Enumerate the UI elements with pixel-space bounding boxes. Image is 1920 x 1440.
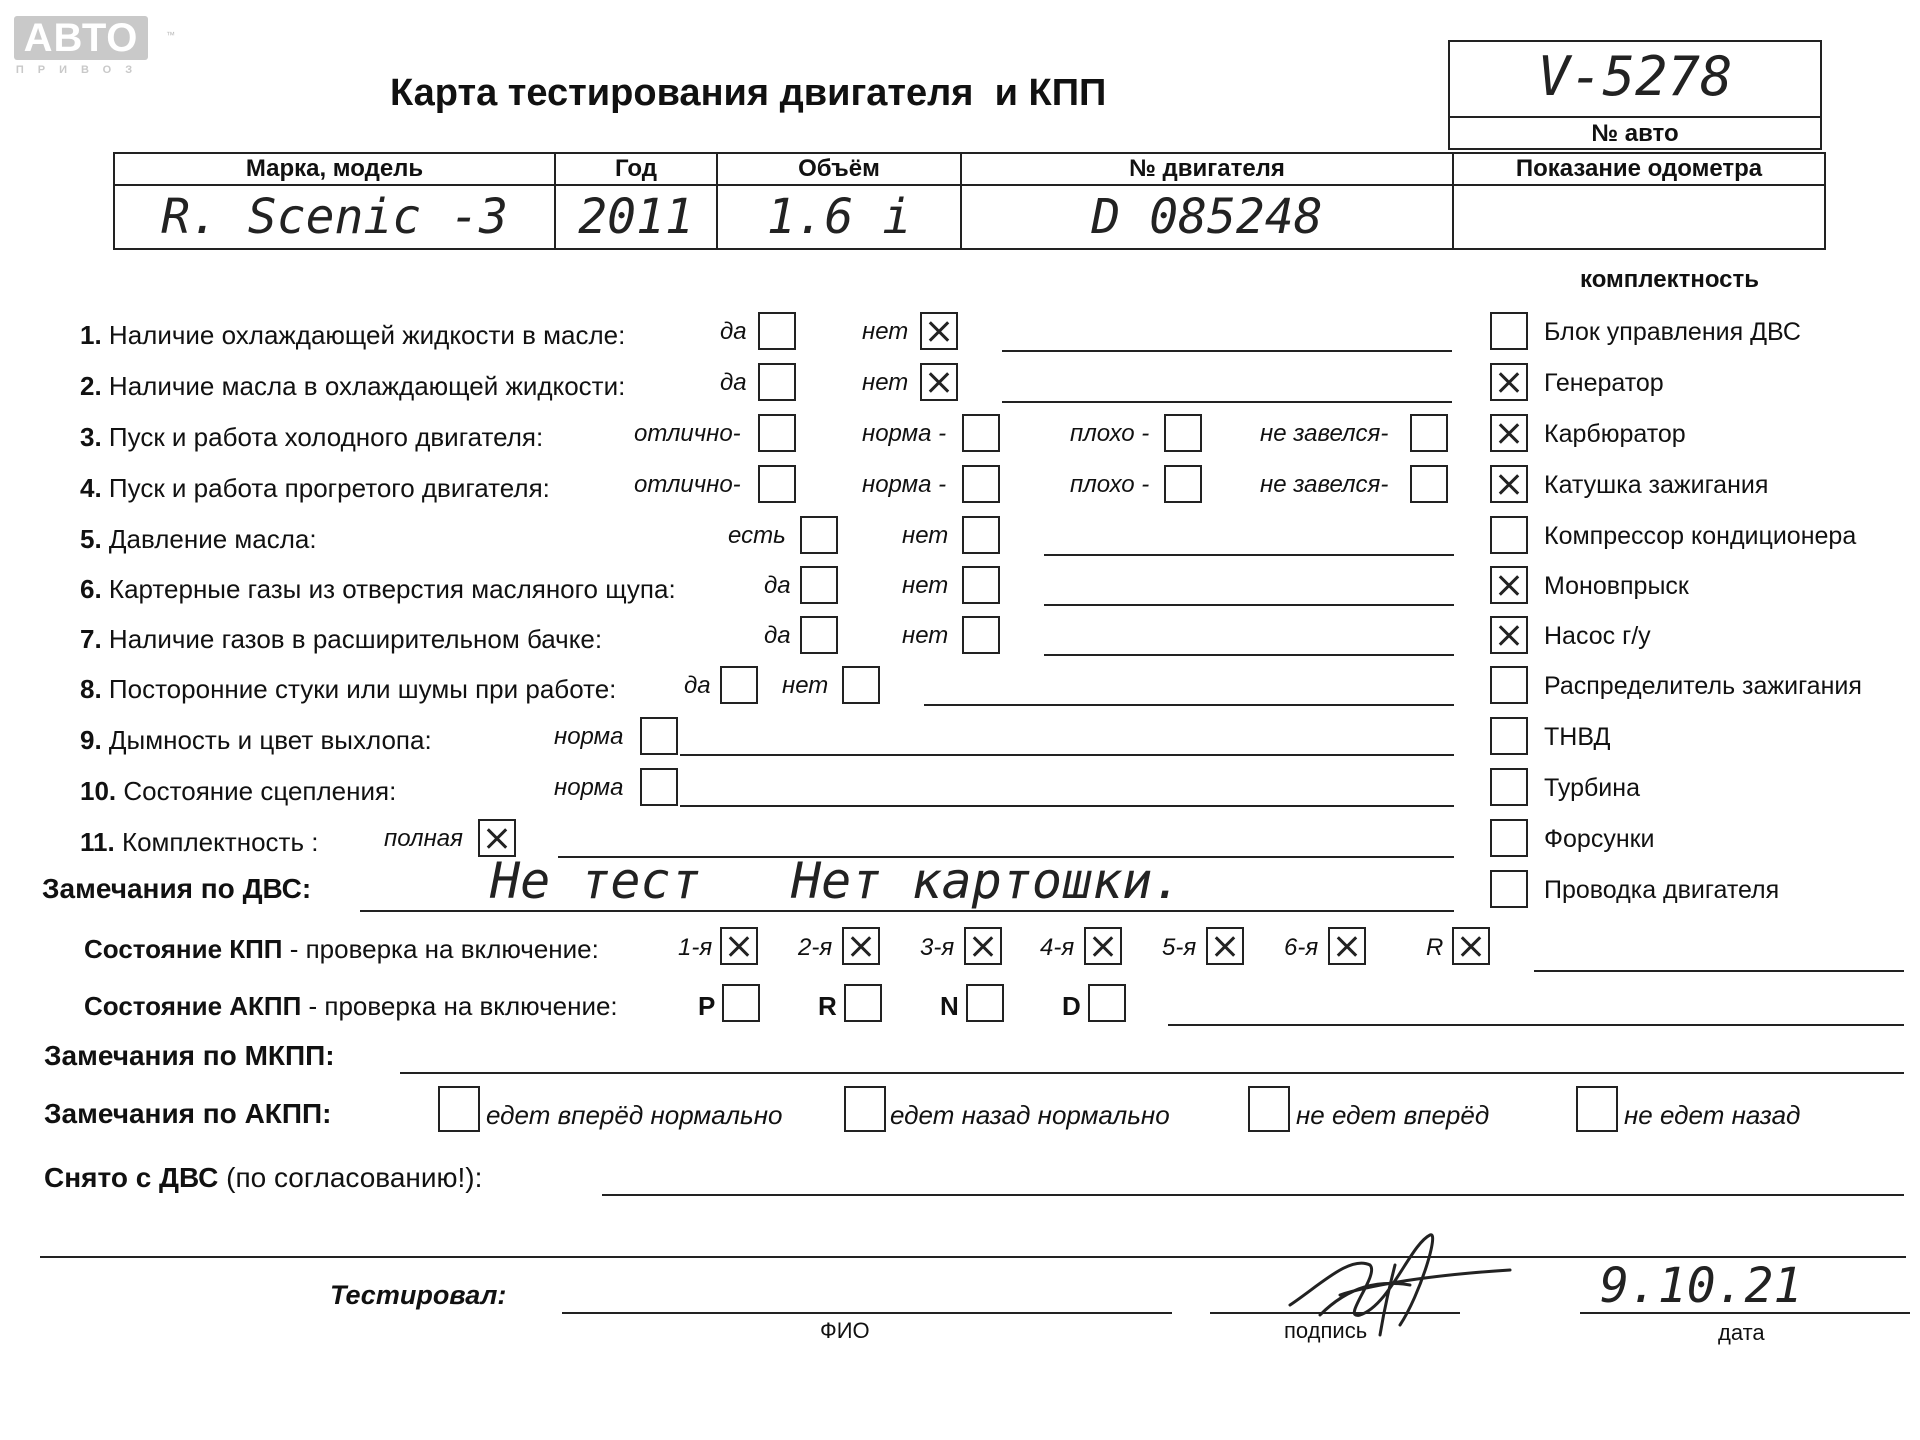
- komplekt-checkbox-3[interactable]: [1490, 414, 1528, 452]
- q9-note-line[interactable]: [680, 754, 1454, 756]
- q4-excellent-label: отлично-: [634, 471, 741, 498]
- auto-number-box: [1448, 40, 1822, 150]
- q8-note-line[interactable]: [924, 704, 1454, 706]
- komplekt-checkbox-12[interactable]: [1490, 870, 1528, 908]
- komplekt-item-2: Генератор: [1544, 369, 1664, 397]
- akpp-forward-ok-checkbox[interactable]: [438, 1086, 480, 1132]
- q4-bad-label: плохо -: [1070, 471, 1150, 498]
- q5-no-label: нет: [902, 522, 949, 549]
- q6-no-label: нет: [902, 572, 949, 599]
- komplekt-checkbox-9[interactable]: [1490, 717, 1528, 755]
- q4-bad-checkbox[interactable]: [1164, 465, 1202, 503]
- logo: [14, 16, 175, 76]
- q5-yes-checkbox[interactable]: [800, 516, 838, 554]
- question-6: 6. Картерные газы из отверстия масляного щупа:: [80, 574, 676, 604]
- mode-d-checkbox[interactable]: [1088, 984, 1126, 1022]
- gear-4-checkbox[interactable]: [1084, 927, 1122, 965]
- remarks-dvs-value[interactable]: Не тест Нет картошки.: [490, 852, 1183, 910]
- odometer-label: Показание одометра: [1453, 153, 1825, 185]
- q9-normal-label: норма: [554, 723, 624, 750]
- q8-yes-label: да: [684, 672, 711, 699]
- komplekt-item-10: Турбина: [1544, 774, 1640, 802]
- question-3: 3. Пуск и работа холодного двигателя:: [80, 422, 544, 452]
- q1-yes-checkbox[interactable]: [758, 312, 796, 350]
- volume-label: Объём: [717, 153, 961, 185]
- gear-1-checkbox[interactable]: [720, 927, 758, 965]
- vehicle-info-table: [113, 152, 1826, 250]
- gear-5-label: 5-я: [1162, 934, 1197, 961]
- komplekt-checkbox-8[interactable]: [1490, 666, 1528, 704]
- tested-label: Тестировал:: [330, 1280, 507, 1310]
- q4-nostart-label: не завелся-: [1260, 471, 1389, 498]
- question-4: 4. Пуск и работа прогретого двигателя:: [80, 473, 550, 503]
- q3-excellent-checkbox[interactable]: [758, 414, 796, 452]
- akpp-no-forward-label: не едет вперёд: [1296, 1100, 1490, 1130]
- removed-label: Снято с ДВС (по согласованию!):: [44, 1162, 483, 1193]
- volume-value[interactable]: 1.6 i: [717, 185, 961, 249]
- question-5: 5. Давление масла:: [80, 524, 317, 554]
- q7-no-label: нет: [902, 622, 949, 649]
- q3-nostart-checkbox[interactable]: [1410, 414, 1448, 452]
- q2-no-label: нет: [862, 369, 909, 396]
- question-1: 1. Наличие охлаждающей жидкости в масле:: [80, 320, 626, 350]
- gear-1-label: 1-я: [678, 934, 713, 961]
- signature-scribble: [1280, 1225, 1520, 1350]
- question-9: 9. Дымность и цвет выхлопа:: [80, 725, 432, 755]
- q1-yes-label: да: [720, 318, 747, 345]
- komplekt-checkbox-10[interactable]: [1490, 768, 1528, 806]
- q8-no-checkbox[interactable]: [842, 666, 880, 704]
- q6-no-checkbox[interactable]: [962, 566, 1000, 604]
- q3-normal-checkbox[interactable]: [962, 414, 1000, 452]
- logo-sub: ПРИВОЗ: [15, 64, 147, 76]
- signature-label: подпись: [1284, 1318, 1368, 1343]
- q3-nostart-label: не завелся-: [1260, 420, 1389, 447]
- date-value[interactable]: 9.10.21: [1600, 1258, 1803, 1314]
- komplekt-item-12: Проводка двигателя: [1544, 876, 1780, 904]
- komplekt-item-11: Форсунки: [1544, 825, 1655, 853]
- mode-n-label: N: [940, 991, 959, 1021]
- gear-3-checkbox[interactable]: [964, 927, 1002, 965]
- logo-tm: ™: [166, 30, 175, 40]
- akpp-no-forward-checkbox[interactable]: [1248, 1086, 1290, 1132]
- gear-r-checkbox[interactable]: [1452, 927, 1490, 965]
- komplekt-checkbox-2[interactable]: [1490, 363, 1528, 401]
- q8-no-label: нет: [782, 672, 829, 699]
- komplekt-item-6: Моновпрыск: [1544, 572, 1689, 600]
- q4-excellent-checkbox[interactable]: [758, 465, 796, 503]
- model-value[interactable]: R. Scenic -3: [114, 185, 555, 249]
- kpp-label: Состояние КПП - проверка на включение:: [84, 934, 599, 964]
- q2-yes-checkbox[interactable]: [758, 363, 796, 401]
- gear-6-checkbox[interactable]: [1328, 927, 1366, 965]
- auto-number-label: № авто: [1591, 120, 1679, 147]
- removed-line[interactable]: [602, 1194, 1904, 1196]
- q1-note-line[interactable]: [1002, 350, 1452, 352]
- mode-r-checkbox[interactable]: [844, 984, 882, 1022]
- akpp-no-back-checkbox[interactable]: [1576, 1086, 1618, 1132]
- gear-2-label: 2-я: [798, 934, 833, 961]
- remarks-dvs-line: [360, 910, 1454, 912]
- fio-line[interactable]: [562, 1312, 1172, 1314]
- akpp-back-ok-checkbox[interactable]: [844, 1086, 886, 1132]
- komplekt-item-8: Распределитель зажигания: [1544, 672, 1862, 700]
- date-label: дата: [1718, 1320, 1765, 1345]
- q7-yes-label: да: [764, 622, 791, 649]
- question-2: 2. Наличие масла в охлаждающей жидкости:: [80, 371, 626, 401]
- q3-bad-checkbox[interactable]: [1164, 414, 1202, 452]
- auto-number-value: V-5278: [1537, 45, 1733, 108]
- q4-nostart-checkbox[interactable]: [1410, 465, 1448, 503]
- komplekt-item-7: Насос г/у: [1544, 622, 1651, 650]
- date-line[interactable]: [1580, 1312, 1910, 1314]
- mode-d-label: D: [1062, 991, 1081, 1021]
- komplekt-checkbox-6[interactable]: [1490, 566, 1528, 604]
- gear-3-label: 3-я: [920, 934, 955, 961]
- question-8: 8. Посторонние стуки или шумы при работе:: [80, 674, 617, 704]
- q5-yes-label: есть: [728, 522, 786, 549]
- q7-note-line[interactable]: [1044, 654, 1454, 656]
- q8-yes-checkbox[interactable]: [720, 666, 758, 704]
- komplekt-checkbox-1[interactable]: [1490, 312, 1528, 350]
- q2-note-line[interactable]: [1002, 401, 1452, 403]
- question-11: 11. Комплектность :: [80, 827, 319, 857]
- fio-label: ФИО: [820, 1318, 870, 1343]
- gear-2-checkbox[interactable]: [842, 927, 880, 965]
- gear-6-label: 6-я: [1284, 934, 1319, 961]
- q11-full-label: полная: [384, 825, 463, 852]
- akpp-back-ok-label: едет назад нормально: [890, 1100, 1170, 1130]
- remarks-mkpp-label: Замечания по МКПП:: [44, 1040, 335, 1071]
- question-10: 10. Состояние сцепления:: [80, 776, 397, 806]
- question-7: 7. Наличие газов в расширительном бачке:: [80, 624, 603, 654]
- komplekt-item-5: Компрессор кондиционера: [1544, 522, 1857, 550]
- mode-r-label: R: [818, 991, 837, 1021]
- q6-yes-label: да: [764, 572, 791, 599]
- komplekt-item-9: ТНВД: [1544, 723, 1611, 751]
- year-value[interactable]: 2011: [555, 185, 717, 249]
- page-title: Карта тестирования двигателя и КПП: [390, 72, 1107, 114]
- komplekt-checkbox-5[interactable]: [1490, 516, 1528, 554]
- komplekt-checkbox-7[interactable]: [1490, 616, 1528, 654]
- akpp-note-line[interactable]: [1168, 1024, 1904, 1026]
- q6-note-line[interactable]: [1044, 604, 1454, 606]
- engine-no-label: № двигателя: [961, 153, 1453, 185]
- remarks-dvs-label: Замечания по ДВС:: [42, 873, 312, 904]
- komplekt-title: комплектность: [1580, 266, 1760, 293]
- mode-n-checkbox[interactable]: [966, 984, 1004, 1022]
- q2-no-checkbox[interactable]: [920, 363, 958, 401]
- q3-excellent-label: отлично-: [634, 420, 741, 447]
- komplekt-item-1: Блок управления ДВС: [1544, 318, 1801, 346]
- odometer-value[interactable]: [1453, 185, 1825, 249]
- q1-no-label: нет: [862, 318, 909, 345]
- logo-brand: АВТО: [14, 16, 148, 60]
- q10-normal-label: норма: [554, 774, 624, 801]
- engine-no-value[interactable]: D 085248: [961, 185, 1453, 249]
- q10-note-line[interactable]: [680, 805, 1454, 807]
- q1-no-checkbox[interactable]: [920, 312, 958, 350]
- akpp-no-back-label: не едет назад: [1624, 1100, 1801, 1130]
- q9-normal-checkbox[interactable]: [640, 717, 678, 755]
- remarks-akpp-label: Замечания по АКПП:: [44, 1098, 332, 1129]
- q7-no-checkbox[interactable]: [962, 616, 1000, 654]
- q6-yes-checkbox[interactable]: [800, 566, 838, 604]
- komplekt-checkbox-4[interactable]: [1490, 465, 1528, 503]
- gear-5-checkbox[interactable]: [1206, 927, 1244, 965]
- akpp-forward-ok-label: едет вперёд нормально: [486, 1100, 783, 1130]
- year-label: Год: [555, 153, 717, 185]
- mode-p-checkbox[interactable]: [722, 984, 760, 1022]
- q4-normal-label: норма -: [862, 471, 947, 498]
- q3-normal-label: норма -: [862, 420, 947, 447]
- kpp-note-line[interactable]: [1534, 970, 1904, 972]
- q5-no-checkbox[interactable]: [962, 516, 1000, 554]
- komplekt-item-4: Катушка зажигания: [1544, 471, 1769, 499]
- q7-yes-checkbox[interactable]: [800, 616, 838, 654]
- q4-normal-checkbox[interactable]: [962, 465, 1000, 503]
- gear-r-label: R: [1426, 934, 1444, 961]
- mode-p-label: P: [698, 991, 716, 1021]
- remarks-mkpp-line[interactable]: [400, 1072, 1904, 1074]
- akpp-label: Состояние АКПП - проверка на включение:: [84, 991, 618, 1021]
- gear-4-label: 4-я: [1040, 934, 1075, 961]
- komplekt-item-3: Карбюратор: [1544, 420, 1686, 448]
- q10-normal-checkbox[interactable]: [640, 768, 678, 806]
- q5-note-line[interactable]: [1044, 554, 1454, 556]
- q3-bad-label: плохо -: [1070, 420, 1150, 447]
- model-label: Марка, модель: [114, 153, 555, 185]
- komplekt-checkbox-11[interactable]: [1490, 819, 1528, 857]
- q2-yes-label: да: [720, 369, 747, 396]
